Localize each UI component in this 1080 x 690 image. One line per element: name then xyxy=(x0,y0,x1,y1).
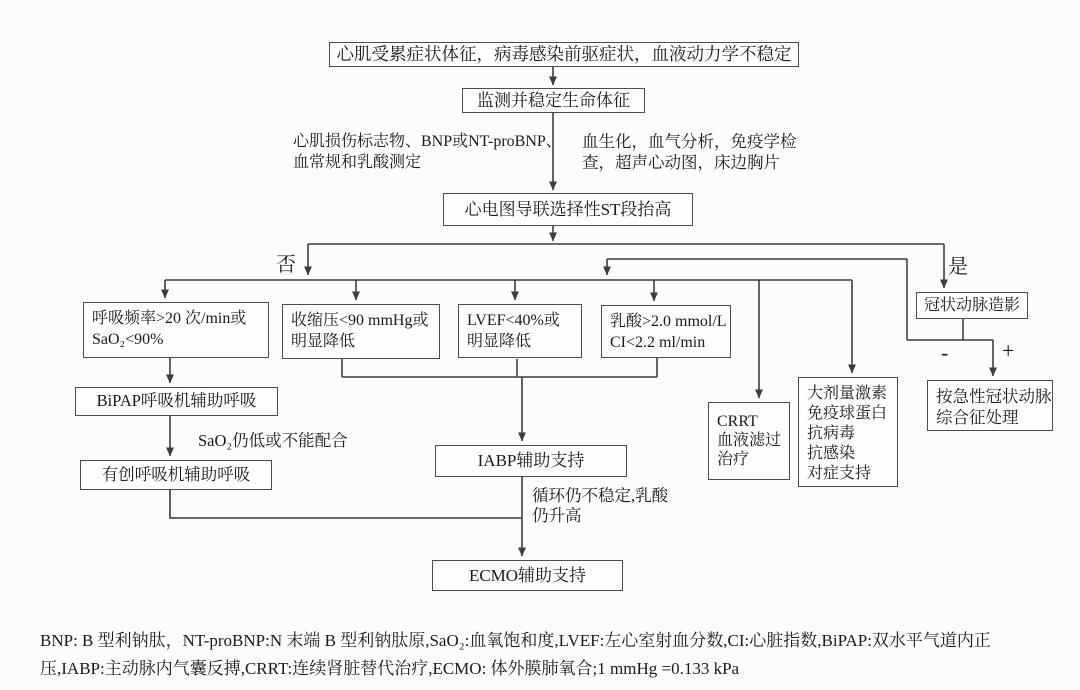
systolic-bp-criteria-line: 明显降低 xyxy=(291,333,356,350)
acs-management-line: 按急性冠状动脉 xyxy=(936,387,1052,406)
medical-therapy-line: 抗病毒 xyxy=(807,425,856,442)
symptoms-box xyxy=(329,42,799,67)
medical-therapy-line: 大剂量激素 xyxy=(807,385,888,402)
crrt-line: 血液滤过 xyxy=(717,432,782,449)
coronary-angiography-box xyxy=(916,292,1028,319)
crrt-line: CRRT xyxy=(717,413,758,430)
lactate-criteria-line: CI<2.2 ml/min xyxy=(610,334,706,351)
lvef-criteria-line: 明显降低 xyxy=(467,333,532,350)
lactate-criteria-line: 乳酸>2.0 mmol/L xyxy=(610,313,727,330)
angiography-negative-label: - xyxy=(941,340,949,365)
lab-tests-right-note xyxy=(582,131,797,173)
crrt-box xyxy=(708,402,790,480)
monitor-text: 监测并稳定生命体征 xyxy=(477,90,630,110)
ecmo-text: ECMO辅助支持 xyxy=(468,565,587,585)
acs-management-line: 综合征处理 xyxy=(936,408,1019,427)
coronary-angiography-text: 冠状动脉造影 xyxy=(923,296,1020,314)
lab-tests-left-line: 血常规和乳酸测定 xyxy=(293,154,422,171)
angiography-positive-label: + xyxy=(1002,338,1015,363)
respiratory-criteria-line: 呼吸频率>20 次/min或 xyxy=(92,310,247,327)
medical-therapy-line: 抗感染 xyxy=(807,445,856,462)
invasive-ventilation-box xyxy=(80,460,272,490)
systolic-bp-criteria-box xyxy=(282,304,440,359)
respiratory-criteria-line: SaO₂<90% xyxy=(92,331,164,348)
monitor-box xyxy=(462,88,645,113)
ecmo-box xyxy=(432,560,623,591)
circulation-unstable-line: 循环仍不稳定,乳酸 xyxy=(532,486,669,505)
legend-line-2: 压,IABP:主动脉内气囊反搏,CRRT:连续肾脏替代治疗,ECMO: 体外膜肺氧合;1 mmHg =0.133 kPa xyxy=(40,659,740,678)
systolic-bp-criteria-line: 收缩压<90 mmHg或 xyxy=(291,312,429,329)
no-branch-label: 否 xyxy=(276,254,296,276)
lab-tests-right-line: 血生化，血气分析，免疫学检 xyxy=(582,132,797,151)
lab-tests-right-line: 查，超声心动图，床边胸片 xyxy=(582,153,780,172)
yes-branch-label: 是 xyxy=(948,256,968,278)
bipap-text: BiPAP呼吸机辅助呼吸 xyxy=(96,391,257,411)
crrt-line: 治疗 xyxy=(717,451,750,468)
lab-tests-left-line: 心肌损伤标志物、BNP或NT-proBNP、 xyxy=(293,133,562,150)
respiratory-criteria-box xyxy=(83,302,269,358)
medical-therapy-line: 免疫球蛋白 xyxy=(807,405,888,422)
bipap-box xyxy=(75,387,278,416)
lactate-criteria-box xyxy=(601,305,731,358)
ecg-st-box xyxy=(443,193,693,226)
iabp-text: IABP辅助支持 xyxy=(477,451,585,471)
lvef-criteria-line: LVEF<40%或 xyxy=(467,312,560,329)
legend-line-1: BNP: B 型利钠肽，NT-proBNP:N 末端 B 型利钠肽原,SaO₂:血氧饱和度,LVEF:左心室射血分数,CI:心脏指数,BiPAP:双水平气道内正 xyxy=(40,631,991,650)
medical-therapy-line: 对症支持 xyxy=(807,465,872,482)
symptoms-text: 心肌受累症状体征，病毒感染前驱症状，血液动力学不稳定 xyxy=(336,43,792,64)
invasive-ventilation-text: 有创呼吸机辅助呼吸 xyxy=(101,464,251,484)
acs-management-box xyxy=(927,380,1053,431)
circulation-unstable-note xyxy=(532,486,668,526)
sao2-still-low-note: SaO₂仍低或不能配合 xyxy=(198,431,348,450)
lab-tests-left-note xyxy=(293,131,562,173)
iabp-box xyxy=(435,445,627,477)
medical-therapy-box xyxy=(798,377,898,487)
ecg-st-text: 心电图导联选择性ST段抬高 xyxy=(464,199,672,219)
circulation-unstable-line: 仍升高 xyxy=(532,506,582,525)
lvef-criteria-box xyxy=(458,304,582,358)
